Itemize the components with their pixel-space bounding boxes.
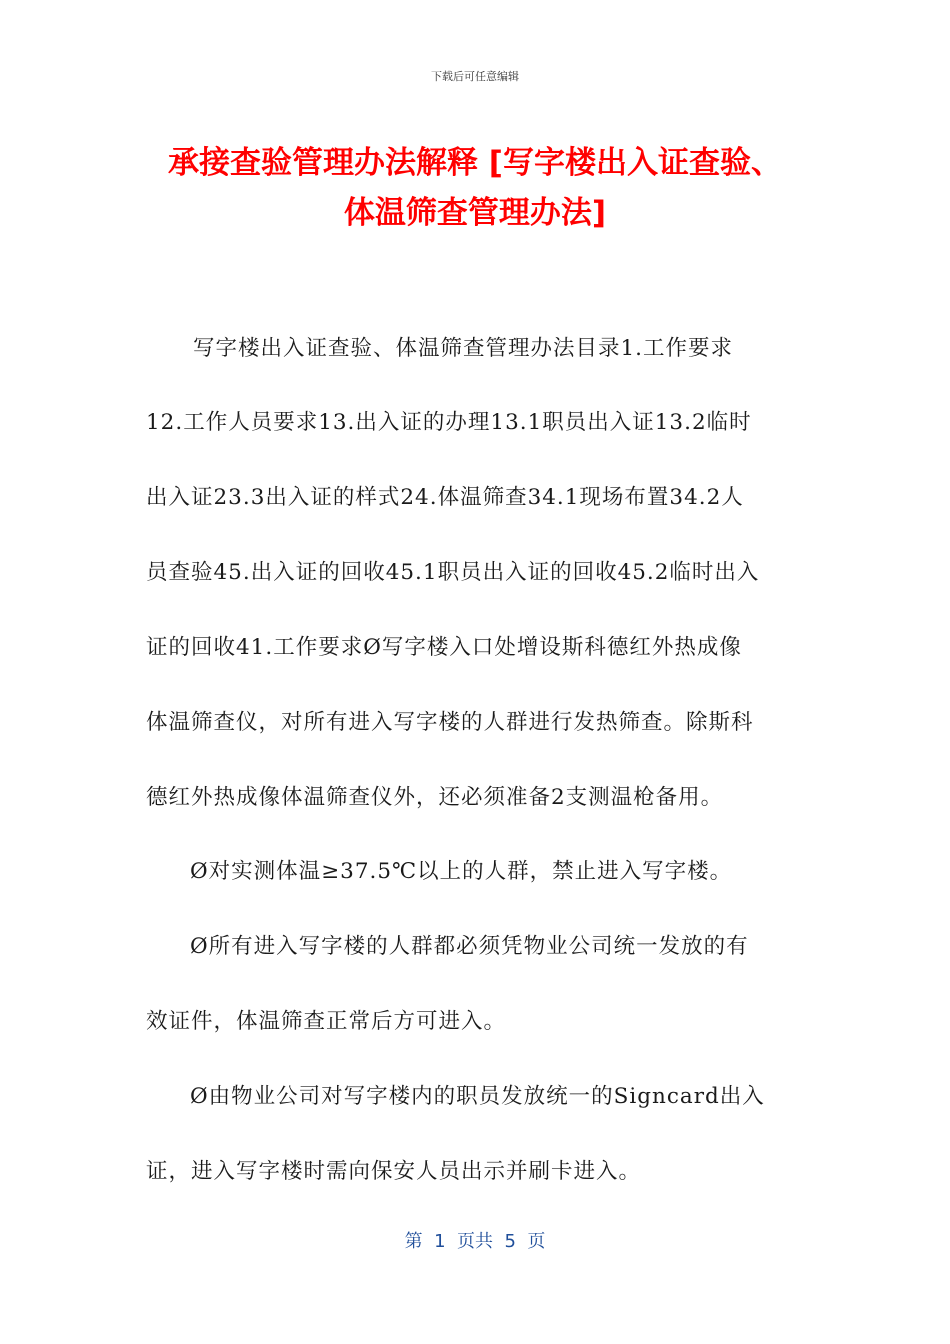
body-line: 12.工作人员要求13.出入证的办理13.1职员出入证13.2临时 <box>146 410 752 435</box>
document-title <box>100 138 850 238</box>
body-line: Ø所有进入写字楼的人群都必须凭物业公司统一发放的有 <box>190 934 749 959</box>
body-line: 体温筛查仪，对所有进入写字楼的人群进行发热筛查。除斯科 <box>146 710 754 735</box>
body-line: 出入证23.3出入证的样式24.体温筛查34.1现场布置34.2人 <box>146 485 744 510</box>
body-line: 证的回收41.工作要求Ø写字楼入口处增设斯科德红外热成像 <box>146 635 742 660</box>
body-line: 德红外热成像体温筛查仪外，还必须准备2支测温枪备用。 <box>146 785 724 810</box>
body-line: Ø对实测体温≥37.5℃以上的人群，禁止进入写字楼。 <box>190 859 733 884</box>
title-line-2: 体温筛查管理办法] <box>343 195 607 231</box>
header-note: 下载后可任意编辑 <box>431 70 519 83</box>
body-line: 效证件，体温筛查正常后方可进入。 <box>146 1009 507 1034</box>
page-footer: 第 1 页共 5 页 <box>404 1231 546 1252</box>
title-line-1: 承接查验管理办法解释 [写字楼出入证查验、 <box>168 145 782 181</box>
body-line: 员查验45.出入证的回收45.1职员出入证的回收45.2临时出入 <box>146 560 760 585</box>
body-line: Ø由物业公司对写字楼内的职员发放统一的Signcard出入 <box>190 1084 765 1109</box>
body-line: 证，进入写字楼时需向保安人员出示并刷卡进入。 <box>146 1159 642 1184</box>
body-line: 写字楼出入证查验、体温筛查管理办法目录1.工作要求 <box>193 336 734 361</box>
